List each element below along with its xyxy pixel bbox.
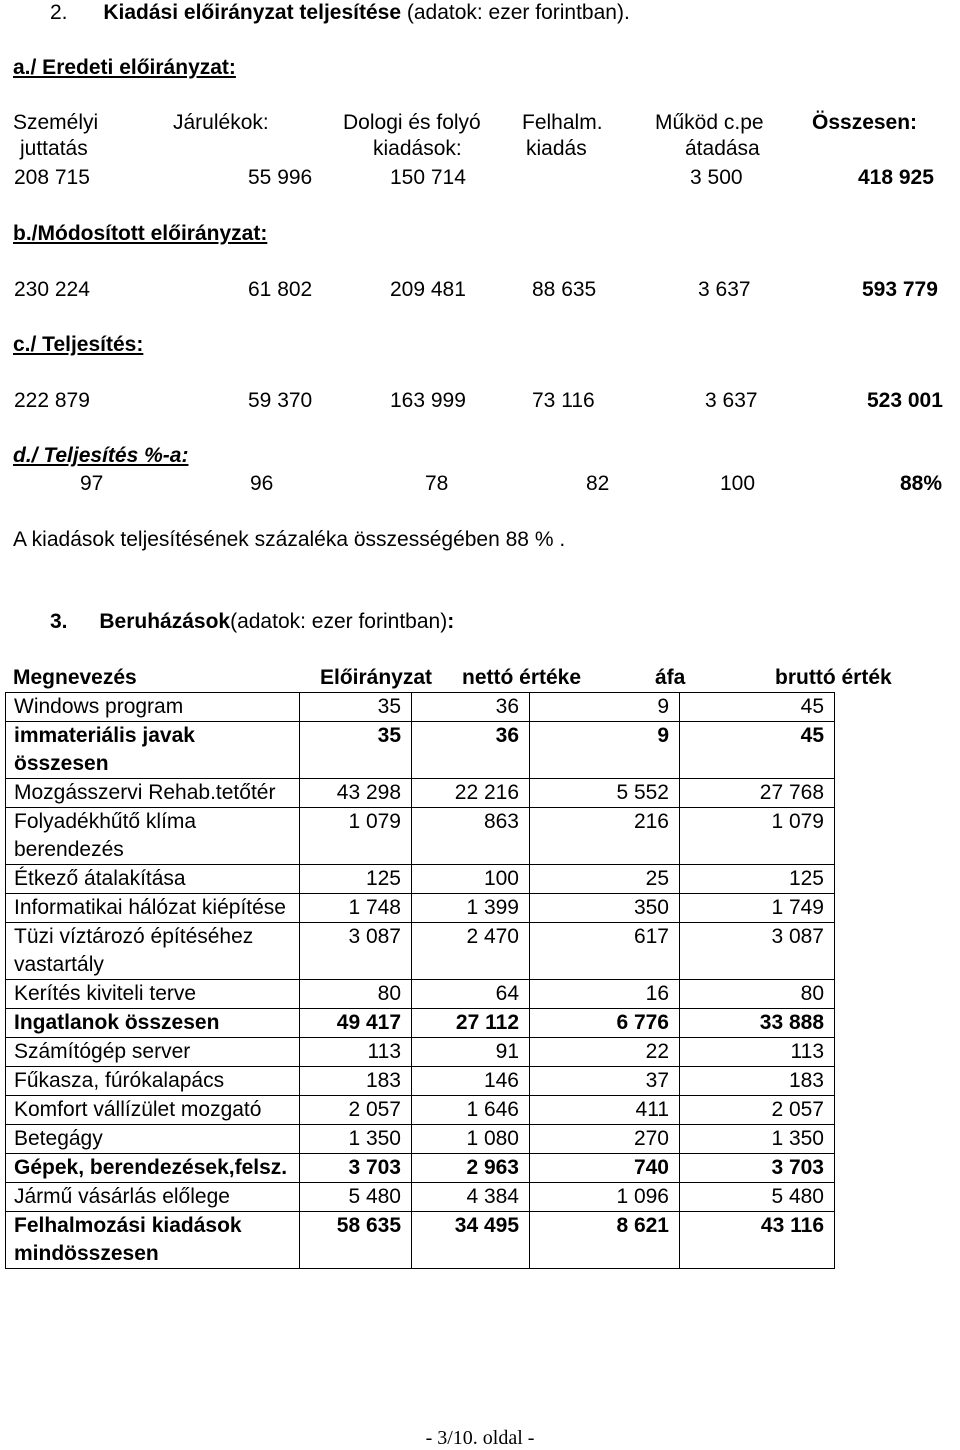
cell-name: Mozgásszervi Rehab.tetőtér [6, 779, 300, 808]
cell-vat: 411 [530, 1096, 680, 1125]
cell-appropriation: 58 635 [300, 1212, 412, 1269]
cell-appropriation: 43 298 [300, 779, 412, 808]
table-row [6, 1183, 835, 1212]
page-footer: - 3/10. oldal - [425, 1427, 535, 1449]
value-d-6: 88% [900, 472, 943, 495]
value-a-6: 418 925 [858, 166, 934, 189]
cell-name: Számítógép server [6, 1038, 300, 1067]
cell-appropriation: 113 [300, 1038, 412, 1067]
cell-net: 34 495 [412, 1212, 530, 1269]
section-3-title-colon: : [447, 610, 455, 633]
value-a-3: 150 714 [390, 166, 466, 189]
table-row [6, 722, 835, 779]
table-row [6, 1125, 835, 1154]
label-performance-percent: d./ Teljesítés %-a: [13, 444, 189, 467]
table-row [6, 1038, 835, 1067]
cell-vat: 16 [530, 980, 680, 1009]
value-b-1: 230 224 [14, 278, 90, 301]
cell-gross: 5 480 [680, 1183, 835, 1212]
label-performance: c./ Teljesítés: [13, 333, 144, 356]
cell-vat: 22 [530, 1038, 680, 1067]
value-b-6: 593 779 [862, 278, 938, 301]
value-d-2: 96 [250, 472, 274, 495]
cell-appropriation: 3 703 [300, 1154, 412, 1183]
cell-name: Kerítés kiviteli terve [6, 980, 300, 1009]
label-original-appropriation: a./ Eredeti előirányzat: [13, 56, 236, 79]
value-a-1: 208 715 [14, 166, 90, 189]
value-a-5: 3 500 [690, 166, 743, 189]
cell-vat: 9 [530, 693, 680, 722]
cell-net: 91 [412, 1038, 530, 1067]
cell-name: Komfort vállízület mozgató [6, 1096, 300, 1125]
investments-table-body [6, 693, 835, 1269]
value-d-1: 97 [80, 472, 104, 495]
col-header-5-line2: átadása [685, 137, 760, 160]
cell-appropriation: 1 748 [300, 894, 412, 923]
value-b-4: 88 635 [532, 278, 597, 301]
cell-appropriation: 2 057 [300, 1096, 412, 1125]
table-row [6, 693, 835, 722]
cell-gross: 45 [680, 693, 835, 722]
cell-net: 27 112 [412, 1009, 530, 1038]
cell-vat: 350 [530, 894, 680, 923]
cell-vat: 270 [530, 1125, 680, 1154]
value-c-2: 59 370 [248, 389, 313, 412]
cell-gross: 43 116 [680, 1212, 835, 1269]
value-b-2: 61 802 [248, 278, 313, 301]
cell-vat: 5 552 [530, 779, 680, 808]
cell-name: Jármű vásárlás előlege [6, 1183, 300, 1212]
col-header-5-line1: Működ c.pe [655, 111, 764, 134]
section-2-number: 2. [50, 1, 68, 24]
cell-gross: 80 [680, 980, 835, 1009]
cell-net: 36 [412, 722, 530, 779]
cell-appropriation: 1 079 [300, 808, 412, 865]
cell-vat: 37 [530, 1067, 680, 1096]
cell-appropriation: 125 [300, 865, 412, 894]
cell-gross: 113 [680, 1038, 835, 1067]
col-header-6-line1: Összesen: [812, 111, 918, 134]
label-modified-appropriation: b./Módosított előirányzat: [13, 222, 268, 245]
value-b-5: 3 637 [698, 278, 751, 301]
cell-name: Fűkasza, fúrókalapács [6, 1067, 300, 1096]
cell-gross: 3 087 [680, 923, 835, 980]
cell-net: 22 216 [412, 779, 530, 808]
value-d-5: 100 [720, 472, 756, 495]
table-row [6, 808, 835, 865]
section-3-title: Beruházások [99, 610, 231, 633]
header-appropriation: Előirányzat [320, 666, 433, 689]
cell-name: Étkező átalakítása [6, 865, 300, 894]
table-row [6, 1154, 835, 1183]
col-header-1-line2: juttatás [20, 137, 88, 160]
cell-gross: 183 [680, 1067, 835, 1096]
cell-vat: 1 096 [530, 1183, 680, 1212]
value-b-3: 209 481 [390, 278, 466, 301]
section-3-number: 3. [50, 610, 68, 633]
cell-name: Felhalmozási kiadások mindösszesen [6, 1212, 300, 1269]
summary-text: A kiadások teljesítésének százaléka összességében 88 % . [13, 528, 566, 551]
cell-name: Tüzi víztározó építéséhez vastartály [6, 923, 300, 980]
value-c-5: 3 637 [705, 389, 758, 412]
cell-net: 2 963 [412, 1154, 530, 1183]
cell-net: 2 470 [412, 923, 530, 980]
cell-name: Gépek, berendezések,felsz. [6, 1154, 300, 1183]
cell-appropriation: 80 [300, 980, 412, 1009]
cell-gross: 2 057 [680, 1096, 835, 1125]
cell-vat: 216 [530, 808, 680, 865]
section-2-title: Kiadási előirányzat teljesítése [103, 1, 401, 24]
cell-gross: 33 888 [680, 1009, 835, 1038]
cell-name: Windows program [6, 693, 300, 722]
header-name: Megnevezés [13, 666, 137, 689]
cell-net: 1 646 [412, 1096, 530, 1125]
section-2-heading [50, 1, 630, 25]
cell-name: Informatikai hálózat kiépítése [6, 894, 300, 923]
cell-gross: 27 768 [680, 779, 835, 808]
cell-name: immateriális javak összesen [6, 722, 300, 779]
cell-vat: 6 776 [530, 1009, 680, 1038]
value-d-3: 78 [425, 472, 449, 495]
cell-appropriation: 183 [300, 1067, 412, 1096]
cell-vat: 25 [530, 865, 680, 894]
cell-net: 100 [412, 865, 530, 894]
header-vat: áfa [655, 666, 686, 689]
table-row [6, 865, 835, 894]
table-row [6, 1096, 835, 1125]
cell-vat: 617 [530, 923, 680, 980]
col-header-4-line2: kiadás [526, 137, 587, 160]
cell-net: 64 [412, 980, 530, 1009]
value-c-1: 222 879 [14, 389, 90, 412]
value-d-4: 82 [586, 472, 610, 495]
col-header-3-line1: Dologi és folyó [343, 111, 481, 134]
cell-net: 146 [412, 1067, 530, 1096]
section-2-title-note: (adatok: ezer forintban). [406, 1, 630, 24]
cell-name: Betegágy [6, 1125, 300, 1154]
cell-net: 4 384 [412, 1183, 530, 1212]
cell-gross: 1 749 [680, 894, 835, 923]
cell-vat: 8 621 [530, 1212, 680, 1269]
cell-vat: 9 [530, 722, 680, 779]
header-gross: bruttó érték [775, 666, 892, 689]
table-row [6, 980, 835, 1009]
cell-name: Ingatlanok összesen [6, 1009, 300, 1038]
col-header-4-line1: Felhalm. [522, 111, 603, 134]
value-a-2: 55 996 [248, 166, 313, 189]
cell-appropriation: 49 417 [300, 1009, 412, 1038]
col-header-3-line2: kiadások: [373, 137, 462, 160]
table-row [6, 894, 835, 923]
cell-gross: 125 [680, 865, 835, 894]
cell-name: Folyadékhűtő klíma berendezés [6, 808, 300, 865]
cell-gross: 1 350 [680, 1125, 835, 1154]
cell-appropriation: 5 480 [300, 1183, 412, 1212]
cell-vat: 740 [530, 1154, 680, 1183]
cell-appropriation: 35 [300, 693, 412, 722]
table-row [6, 779, 835, 808]
value-c-6: 523 001 [867, 389, 943, 412]
table-row [6, 923, 835, 980]
investments-table [5, 692, 835, 1269]
value-c-3: 163 999 [390, 389, 466, 412]
table-row [6, 1009, 835, 1038]
cell-appropriation: 1 350 [300, 1125, 412, 1154]
cell-gross: 3 703 [680, 1154, 835, 1183]
cell-gross: 45 [680, 722, 835, 779]
cell-net: 1 080 [412, 1125, 530, 1154]
table-row [6, 1067, 835, 1096]
cell-net: 863 [412, 808, 530, 865]
section-3-title-note: (adatok: ezer forintban) [230, 610, 448, 633]
col-header-2-line1: Járulékok: [173, 111, 269, 134]
cell-net: 1 399 [412, 894, 530, 923]
value-c-4: 73 116 [532, 389, 595, 412]
table-row [6, 1212, 835, 1269]
cell-net: 36 [412, 693, 530, 722]
col-header-1-line1: Személyi [13, 111, 99, 134]
cell-appropriation: 3 087 [300, 923, 412, 980]
cell-appropriation: 35 [300, 722, 412, 779]
cell-gross: 1 079 [680, 808, 835, 865]
section-3-heading [50, 610, 454, 634]
header-net: nettó értéke [462, 666, 582, 689]
